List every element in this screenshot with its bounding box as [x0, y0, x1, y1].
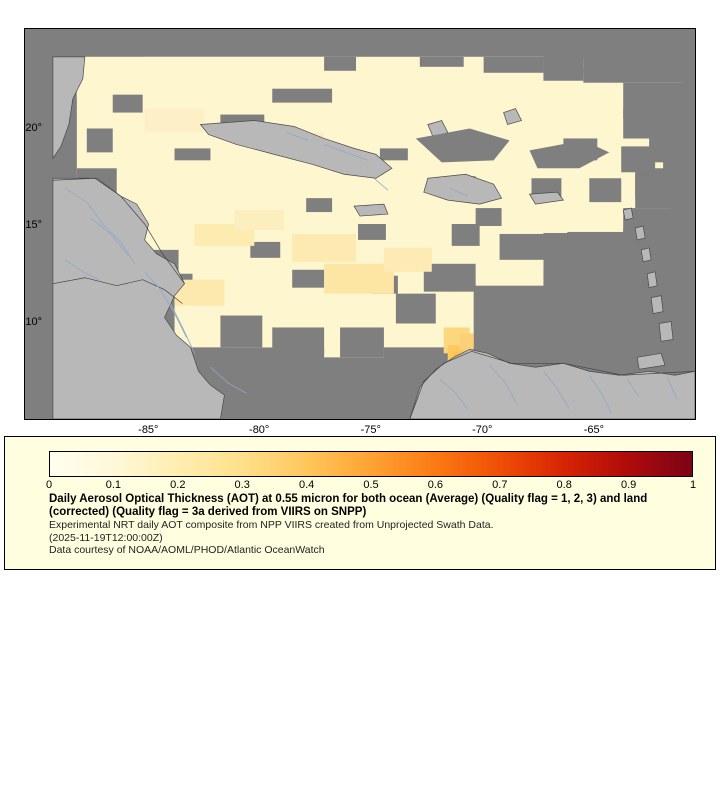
- legend-credit: Data courtesy of NOAA/AOML/PHOD/Atlantic OceanWatch: [49, 544, 325, 556]
- colorbar-tick: 1: [689, 479, 697, 491]
- colorbar-tick: 0.5: [363, 479, 379, 491]
- y-tick-label: 10°: [25, 316, 42, 328]
- colorbar-tick: 0.9: [620, 479, 637, 491]
- colorbar-tick: 0.8: [556, 479, 572, 491]
- legend-title: Daily Aerosol Optical Thickness (AOT) at 0.55 micron for both ocean (Average) (Quality flag = 1, 2, 3) and land (corrected) (Quality flag = 3a derived from VIIRS on SNPP): [49, 493, 648, 518]
- y-tick-label: 20°: [25, 122, 42, 135]
- colorbar: [45, 451, 697, 491]
- legend-subtitle-2: (2025-11-19T12:00:00Z): [49, 531, 163, 544]
- colorbar-tick: 0.6: [427, 479, 444, 491]
- colorbar-tick: 0: [45, 479, 53, 491]
- colorbar-tick: 0.1: [105, 479, 122, 491]
- legend-caption: [49, 493, 699, 557]
- aot-map-image[interactable]: [25, 29, 695, 419]
- legend-subtitle-1: Experimental NRT daily AOT composite from NPP VIIRS created from Unprojected Swath Data.: [49, 519, 494, 531]
- colorbar-tick: 0.7: [492, 479, 508, 491]
- map-panel: [24, 28, 696, 436]
- colorbar-tick: 0.2: [170, 479, 186, 491]
- x-tick-label: -80°: [249, 424, 270, 436]
- x-tick-label: -70°: [472, 424, 493, 436]
- legend-panel: [4, 436, 716, 570]
- x-tick-label: -75°: [360, 424, 381, 436]
- colorbar-gradient: [49, 451, 693, 477]
- x-tick-label: -85°: [138, 424, 159, 436]
- map-frame[interactable]: [24, 28, 696, 420]
- colorbar-tick: 0.3: [234, 479, 250, 491]
- x-tick-label: -65°: [583, 424, 604, 436]
- y-tick-label: 15°: [25, 219, 42, 232]
- colorbar-tick: 0.4: [298, 479, 315, 491]
